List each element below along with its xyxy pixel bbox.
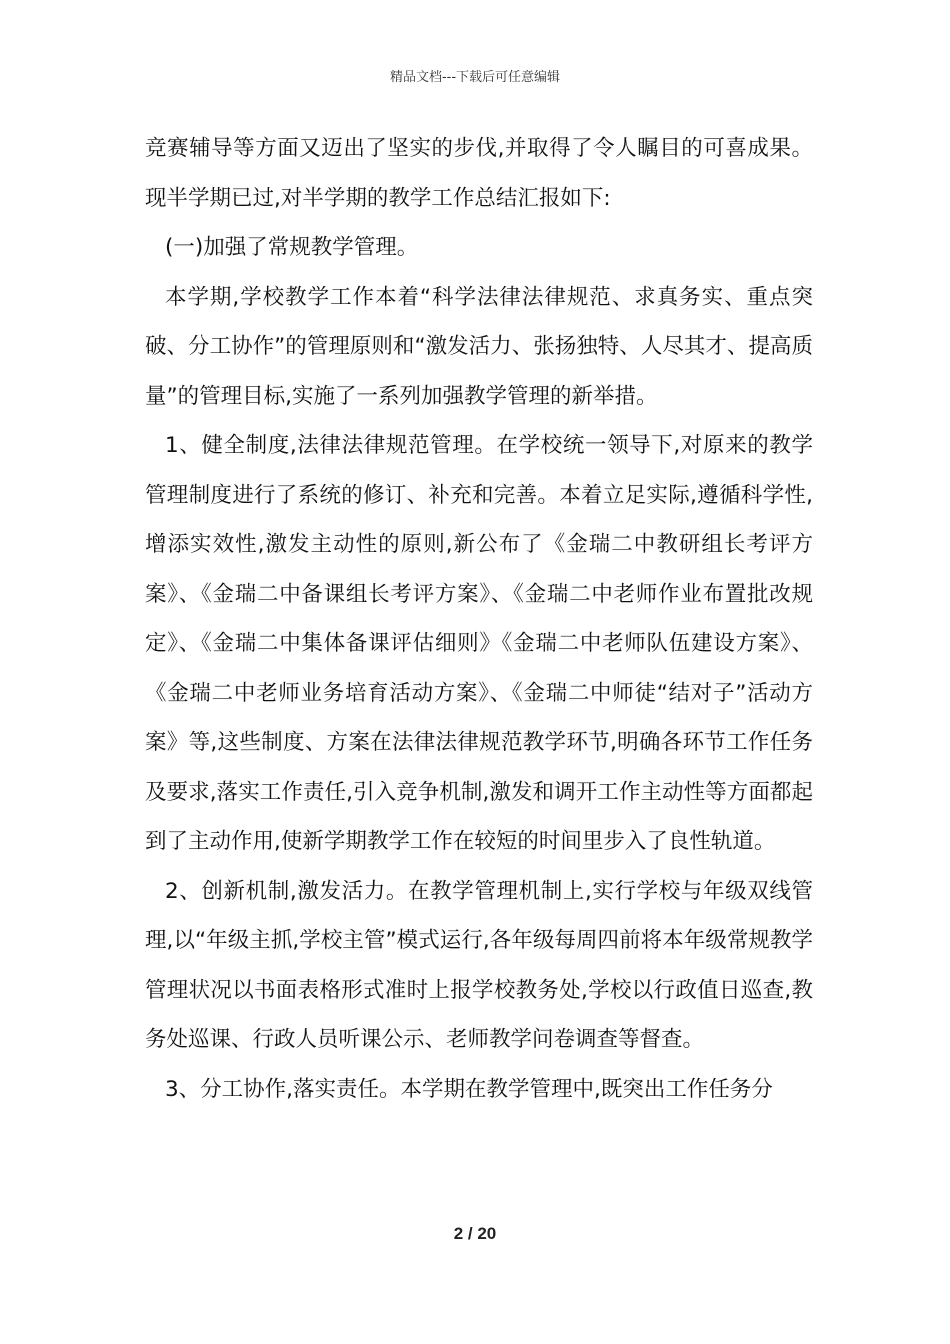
- paragraph-intro: 本学期,学校教学工作本着“科学法律法律规范、求真务实、重点突破、分工协作”的管理原则和“激发活力、张扬独特、人尽其才、提高质量”的管理目标,实施了一系列加强教学管理的新举措。: [145, 284, 813, 409]
- page-number: 2 / 20: [453, 1224, 497, 1243]
- document-header: 精品文档---下载后可任意编辑: [389, 70, 561, 85]
- document-body: [145, 124, 813, 1114]
- section-heading: (一)加强了常规教学管理。: [165, 235, 419, 260]
- paragraph-item-2: 2、创新机制,激发活力。在教学管理机制上,实行学校与年级双线管理,以“年级主抓,学校主管”模式运行,各年级每周四前将本年级常规教学管理状况以书面表格形式准时上报学校教务处,学校以行政值日巡查,教务处巡课、行政人员听课公示、老师教学问卷调查等督查。: [145, 878, 813, 1052]
- paragraph-item-1: 1、健全制度,法律法律规范管理。在学校统一领导下,对原来的教学管理制度进行了系统的修订、补充和完善。本着立足实际,遵循科学性,增添实效性,激发主动性的原则,新公布了《金瑞二中教研组长考评方案》、《金瑞二中备课组长考评方案》、《金瑞二中老师作业布置批改规定》、《金瑞二中集体备课评估细则》《金瑞二中老师队伍建设方案》、《金瑞二中老师业务培育活动方案》、《金瑞二中师徒“结对子”活动方案》等,这些制度、方案在法律法律规范教学环节,明确各环节工作任务及要求,落实工作责任,引入竞争机制,激发和调开工作主动性等方面都起到了主动作用,使新学期教学工作在较短的时间里步入了良性轨道。: [145, 433, 813, 854]
- paragraph-continuation: 竞赛辅导等方面又迈出了坚实的步伐,并取得了令人瞩目的可喜成果。现半学期已过,对半学期的教学工作总结汇报如下:: [145, 136, 813, 211]
- paragraph-item-3: 3、分工协作,落实责任。本学期在教学管理中,既突出工作任务分: [165, 1076, 773, 1102]
